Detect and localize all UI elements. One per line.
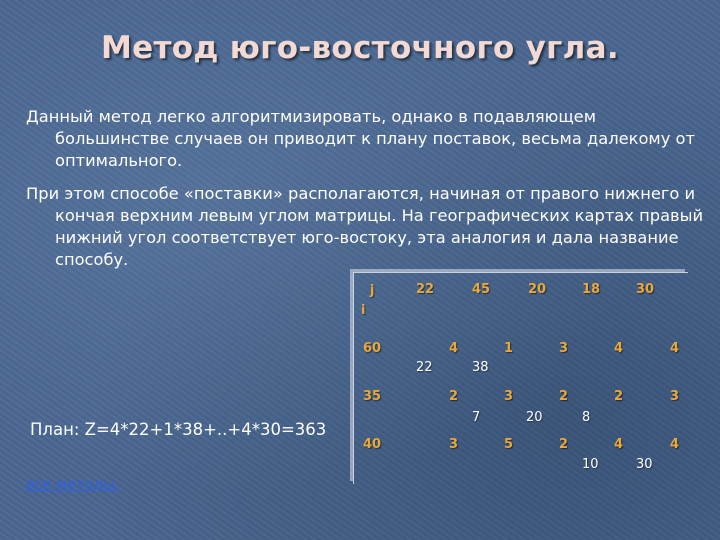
- cost-r2-c4: 2: [614, 389, 624, 404]
- demand-5: 30: [636, 282, 655, 297]
- cost-r3-c3: 2: [559, 437, 569, 452]
- flow-r2-c4: 8: [582, 410, 591, 425]
- demand-1: 22: [416, 282, 435, 297]
- cost-r3-c4: 4: [614, 437, 624, 452]
- cost-r1-c4: 4: [614, 341, 624, 356]
- transport-matrix: [353, 272, 688, 484]
- flow-r3-c4: 10: [582, 457, 599, 472]
- flow-r1-c2: 38: [472, 360, 489, 375]
- cost-r1-c2: 1: [504, 341, 514, 356]
- paragraph-1: Данный метод легко алгоритмизировать, однако в подавляющем большинстве случаев он приводит к плану поставок, весьма далекому от оптимального.: [26, 107, 695, 170]
- cost-r2-c1: 2: [449, 389, 459, 404]
- flow-r3-c5: 30: [636, 457, 653, 472]
- flow-r1-c1: 22: [416, 360, 433, 375]
- supply-3: 40: [363, 437, 382, 452]
- all-methods-link[interactable]: все методы.: [26, 477, 120, 493]
- demand-4: 18: [582, 282, 601, 297]
- flow-r2-c3: 20: [526, 410, 543, 425]
- demand-2: 45: [472, 282, 491, 297]
- cost-r1-c5: 4: [670, 341, 680, 356]
- cost-r3-c5: 4: [670, 437, 680, 452]
- supply-1: 60: [363, 341, 382, 356]
- paragraph-2: При этом способе «поставки» располагаются, начиная от правого нижнего и кончая верхним левым углом матрицы. На географических картах правый нижний угол соответствует юго-востоку, эта аналогия и дала название способу.: [26, 184, 704, 269]
- cost-r2-c5: 3: [670, 389, 680, 404]
- cost-r1-c1: 4: [449, 341, 459, 356]
- corner-i-label: i: [361, 303, 366, 318]
- slide-title: Метод юго-восточного угла.: [101, 30, 619, 66]
- flow-r2-c2: 7: [472, 410, 481, 425]
- supply-2: 35: [363, 389, 382, 404]
- corner-j-label: j: [370, 283, 375, 298]
- cost-r3-c2: 5: [504, 437, 514, 452]
- plan-formula: План: Z=4*22+1*38+..+4*30=363: [30, 420, 327, 439]
- demand-3: 20: [528, 282, 547, 297]
- cost-r2-c2: 3: [504, 389, 514, 404]
- cost-r2-c3: 2: [559, 389, 569, 404]
- cost-r1-c3: 3: [559, 341, 569, 356]
- cost-r3-c1: 3: [449, 437, 459, 452]
